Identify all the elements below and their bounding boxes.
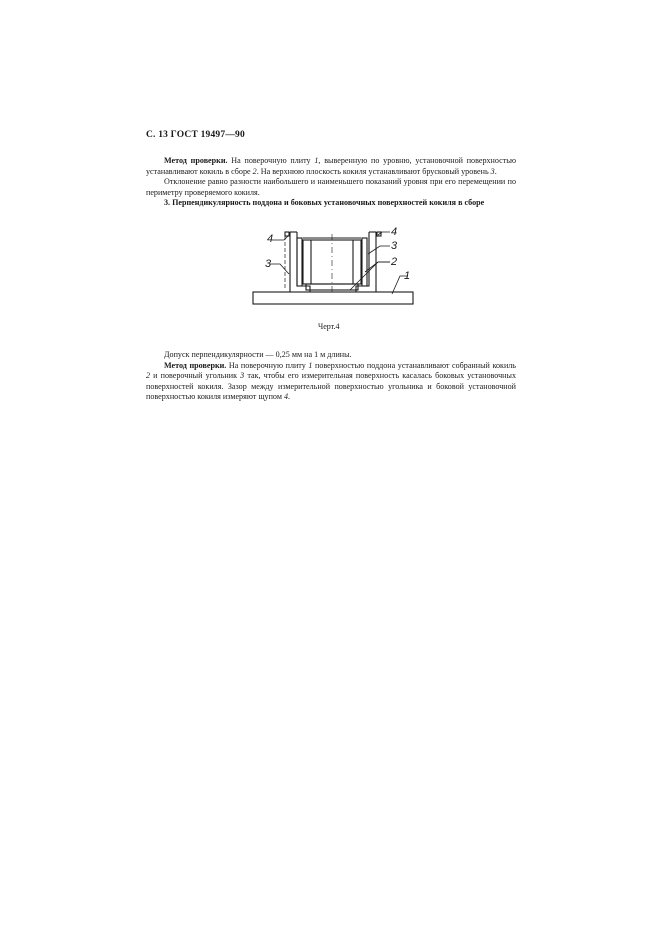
- method-lead: Метод проверки.: [164, 156, 228, 165]
- ref-number: 1: [308, 360, 313, 370]
- section-3-heading: 3. Перпендикулярность поддона и боковых установочных поверхностей кокиля в сборе: [164, 198, 485, 208]
- ref-number: 3: [240, 371, 245, 381]
- method-paragraph: [146, 156, 516, 177]
- right-side-plate: [362, 238, 367, 286]
- surface-plate: [253, 292, 413, 304]
- ref-number: 3: [490, 166, 495, 176]
- text-run: , выверенную по уровню, установочной поверхностью устанавливают кокиль в сборе: [146, 156, 517, 176]
- deviation-paragraph: Отклонение равно разности наибольшего и наименьшего показаний уровня при его перемещении по периметру проверяемого кокиля.: [146, 177, 516, 197]
- text-run: На поверочную плиту: [226, 360, 309, 370]
- drawing-4-svg: [250, 224, 420, 319]
- label-right-3: 3: [391, 240, 398, 252]
- text-run: На поверочную плиту: [227, 156, 315, 165]
- method-paragraph-2: [146, 361, 516, 403]
- tolerance-section: [146, 350, 516, 403]
- ref-number: 2: [146, 371, 151, 381]
- text-run: так, чтобы его измерительная поверхность касалась боковых установочных поверхностей кокиля. Зазор между измерительной поверхностью угольника и боковой установочной поверхностью кокиля измеряют щупом: [146, 371, 516, 402]
- text-run: . На верхнюю плоскость кокиля устанавливают брусковый уровень: [256, 166, 491, 176]
- left-feeler: [285, 232, 289, 236]
- page-header: С. 13 ГОСТ 19497—90: [146, 130, 245, 140]
- ref-number: 2: [252, 166, 257, 176]
- left-side-plate: [297, 238, 302, 286]
- label-right-2: 2: [391, 256, 398, 268]
- figure-caption: Черт.4: [318, 322, 340, 331]
- text-run: .: [494, 166, 497, 176]
- ref-number: 1: [314, 156, 319, 165]
- ref-number: 4: [283, 392, 289, 402]
- text-run: .: [288, 392, 291, 402]
- label-right-4: 4: [391, 226, 398, 238]
- method-lead: Метод проверки.: [164, 360, 227, 370]
- tolerance-paragraph: Допуск перпендикулярности — 0,25 мм на 1 м длины.: [164, 350, 352, 359]
- method-section: [146, 156, 516, 209]
- drawing-4: [250, 224, 420, 319]
- text-run: и поверочный угольник: [150, 371, 241, 381]
- label-right-1: 1: [404, 270, 411, 282]
- label-left-3: 3: [265, 258, 272, 270]
- label-left-4: 4: [267, 233, 274, 245]
- text-run: поверхностью поддона устанавливают собранный кокиль: [312, 360, 517, 370]
